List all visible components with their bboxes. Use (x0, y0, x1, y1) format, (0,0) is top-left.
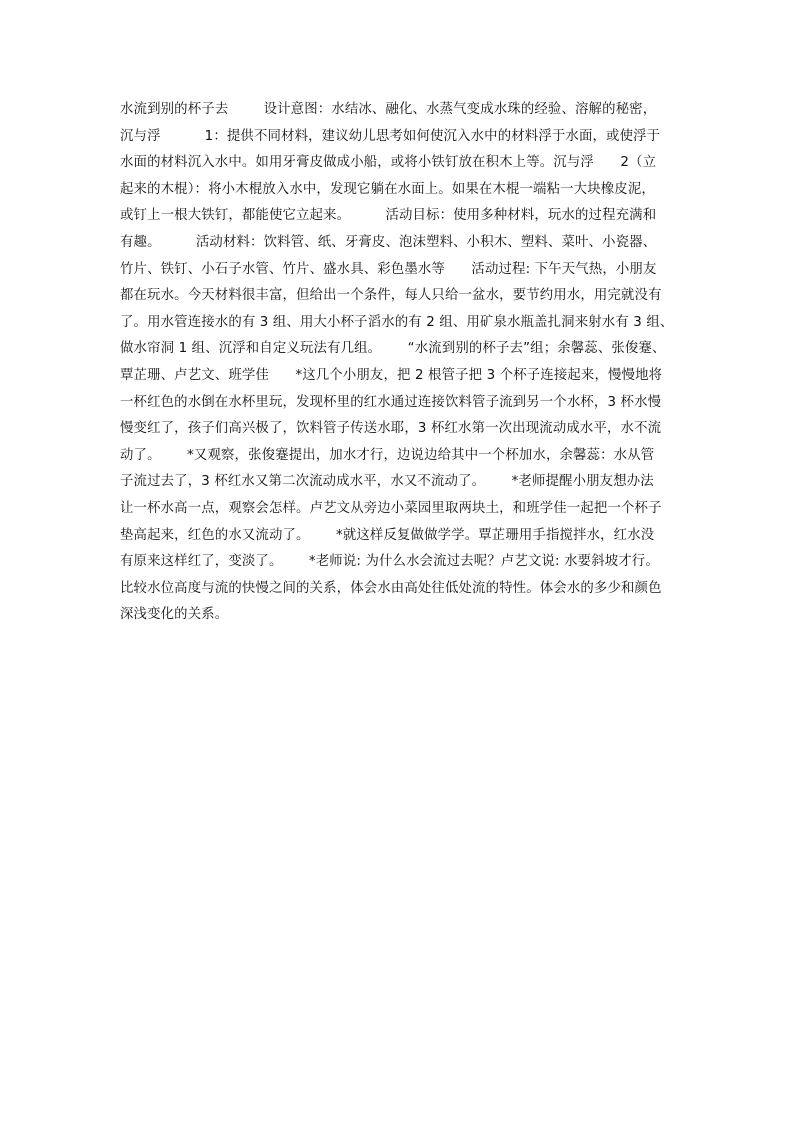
body-text-line: 垫高起来，红色的水又流动了。 *就这样反复做做学学。覃芷珊用手指搅拌水，红水没 (120, 527, 655, 543)
body-text-line: 让一杯水高一点，观察会怎样。卢艺文从旁边小菜园里取两块土，和班学佳一起把一个杯子 (120, 500, 662, 516)
body-text-line: 或钉上一根大铁钉，都能使它立起来。 活动目标：使用多种材料，玩水的过程充满和 (120, 208, 657, 224)
body-text-line: 水流到别的杯子去 设计意图：水结冰、融化、水蒸气变成水珠的经验、溶解的秘密， (120, 102, 657, 117)
body-text-line: 竹片、铁钉、小石子水管、竹片、盛水具、彩色墨水等 活动过程: 下午天气热，小朋友 (120, 261, 657, 277)
body-text-line: 动了。 *又观察，张俊蹇提出，加水才行，边说边给其中一个杯加水，余馨蕊：水从管 (120, 447, 655, 463)
body-text-line: 沉与浮 1：提供不同材料，建议幼儿思考如何使沉入水中的材料浮于水面，或使浮于 (120, 128, 661, 144)
body-text-line: 一杯红色的水倒在水杯里玩，发现杯里的红水通过连接饮料管子流到另一个水杯，3 杯水慢 (120, 394, 662, 410)
body-text-line: 深浅变化的关系。 (120, 607, 229, 623)
body-text-line: 起来的木棍）：将小木棍放入水中，发现它躺在水面上。如果在木棍一端粘一大块橡皮泥， (120, 181, 655, 197)
document-body (120, 97, 676, 629)
body-text-line: 有趣。 活动材料：饮料管、纸、牙膏皮、泡沫塑料、小积木、塑料、菜叶、小瓷器、 (120, 234, 657, 250)
body-text-line: 子流过去了，3 杯红水又第二次流动成水平，水又不流动了。 *老师提醒小朋友想办法 (120, 474, 654, 490)
body-text-line: 做水帘洞 1 组、沉浮和自定义玩法有几组。 “水流到别的杯子去”组；余馨蕊、张俊蹇、 (120, 341, 666, 357)
body-text-line: 了。用水管连接水的有 3 组、用大小杯子滔水的有 2 组、用矿泉水瓶盖扎洞来射水有 3 组、 (120, 314, 674, 330)
body-text-line: 覃芷珊、卢艺文、班学佳 *这几个小朋友，把 2 根管子把 3 个杯子连接起来，慢慢地将 (120, 367, 663, 383)
body-text-line: 水面的材料沉入水中。如用牙膏皮做成小船，或将小铁钉放在积木上等。沉与浮 2（立 (120, 155, 657, 171)
body-text-line: 慢变红了，孩子们高兴极了，饮料管子传送水耶，3 杯红水第一次出现流动成水平，水不流 (120, 421, 662, 437)
body-text-line: 都在玩水。今天材料很丰富，但给出一个条件，每人只给一盆水，要节约用水，用完就没有 (120, 288, 662, 304)
body-text-line: 有原来这样红了，变淡了。 *老师说: 为什么水会流过去呢？卢艺文说: 水要斜坡才行。 (120, 554, 659, 570)
body-text-line: 比较水位高度与流的快慢之间的关系，体会水由高处往低处流的特性。体会水的多少和颜色 (120, 580, 662, 596)
